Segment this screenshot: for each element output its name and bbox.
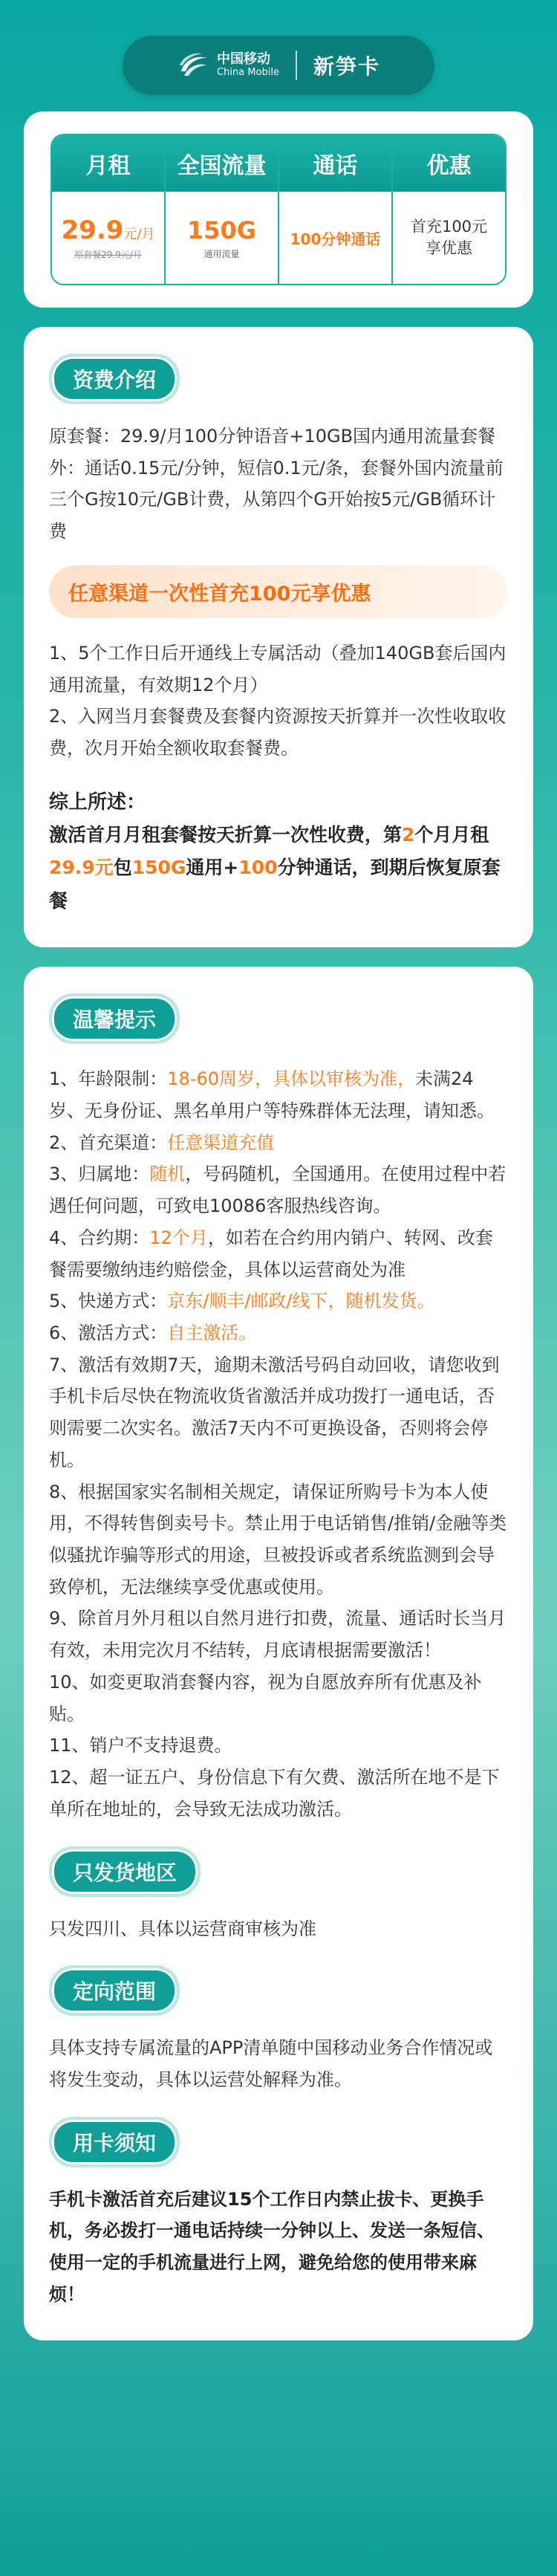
notice-text: 手机卡激活首充后建议15个工作日内禁止拔卡、更换手机，务必拨打一通电话持续一分钟以上、发送一条短信、使用一定的手机流量进行上网，避免给您的使用带来麻烦！ [49,2188,495,2305]
call-value: 100分钟通话 [290,230,381,248]
china-mobile-logo [177,49,279,82]
summary-a: 激活首月月租套餐按天折算一次性收费，第 [49,823,403,846]
flow-sub: 通用流量 [203,248,240,259]
notice-section-tag: 用卡须知 [49,2117,180,2167]
header-flow: 全国流量 [166,135,279,192]
ship-section-tag: 只发货地区 [49,1846,201,1897]
brand-name-en: China Mobile [217,66,279,78]
tip-9: 9、除首月外月租以自然月进行扣费，流量、通话时长当月有效，未用完次月不结转，月底请根据需要激活！ [49,1608,506,1661]
tip-6-b: 自主激活。 [167,1323,257,1343]
tip-3-a: 3、归属地： [49,1164,150,1185]
tip-2 [49,1127,508,1159]
tip-6-a: 6、激活方式： [49,1323,168,1343]
tip-8: 8、根据国家实名制相关规定，请保证所购号卡为本人使用，不得转售倒卖号卡。禁止用于电话销售/推销/金融等类似骚扰诈骗等形式的用途，旦被投诉或者系统监测到会导致停机，无法继续享受优惠或使用。 [49,1481,507,1597]
tip-2-a: 2、首充渠道： [49,1132,168,1153]
tip-4 [49,1222,508,1285]
tip-5-b: 京东/顺丰/邮政/线下，随机发货。 [167,1291,435,1312]
header-bonus: 优惠 [393,135,505,192]
tip-5 [49,1285,508,1317]
tip-1 [49,1063,508,1126]
fee-list [49,637,508,765]
rent-value: 29.9 [61,215,124,245]
cell-rent [52,192,166,284]
cell-flow [166,192,279,284]
fee-intro: 原套餐：29.9/月100分钟语音+10GB国内通用流量套餐外：通话0.15元/分钟，短信0.1元/条，套餐外国内流量前三个G按10元/GB计费，从第四个G开始按5元/GB循环计费 [49,426,504,542]
tip-11: 11、销户不支持退费。 [49,1735,232,1756]
flow-value: 150G [186,215,257,244]
tip-3-c: ，号码随机，全国通用。在使用过程中若遇任何问题，可致电10086客服热线咨询。 [49,1164,506,1217]
tip-4-c: ，如若在合约用内销户、转网、改套餐需要缴纳违约赔偿金，具体以运营商处为准 [49,1227,493,1280]
rent-original: 原套餐29.9元/月 [74,249,142,260]
tips-list [49,1063,508,1825]
tips-section [24,967,533,2340]
summary-d: 29.9元 [49,857,114,879]
tip-1-b: 18-60周岁，具体以审核为准， [167,1068,416,1090]
tip-7: 7、激活有效期7天，逾期未激活号码自动回收，请您收到手机卡后尽快在物流收货省激活并成功拨打一通电话，否则需要二次实名。激活7天内不可更换设备，否则将会停机。 [49,1354,500,1470]
price-table-header [52,135,505,192]
summary-f: 150G [131,857,186,879]
summary-h: 100 [238,857,278,879]
tip-1-a: 1、年龄限制： [49,1068,168,1090]
card-name: 新笋卡 [313,54,380,79]
summary-e: 包 [113,857,132,879]
tip-4-a: 4、合约期： [49,1227,150,1248]
summary-text [49,819,508,918]
tip-3-b: 随机 [149,1164,186,1185]
brand-header [123,36,434,95]
brand-name-cn: 中国移动 [217,51,271,68]
china-mobile-logo-icon [177,49,209,82]
fee-item-2: 2、入网当月套餐费及套餐内资源按天折算并一次性收取收费，次月开始全额收取套餐费。 [49,706,506,759]
tip-6 [49,1317,508,1349]
scope-section-tag: 定向范围 [49,1965,180,2016]
summary-i: 分钟通话，到期后恢复原套餐 [49,857,501,912]
fee-item-1: 1、5个工作日后开通线上专属活动（叠加140GB套后国内通用流量，有效期12个月） [49,642,506,695]
tips-section-tag: 温馨提示 [49,993,180,1044]
price-table-row [52,192,505,284]
price-table [51,134,506,285]
tip-1-c: 未满24岁、无身份证、黑名单用户等特殊群体无法理，请知悉。 [49,1068,495,1121]
tip-12: 12、超一证五户、身份信息下有欠费、激活所在地不是下单所在地址的，会导致无法成功激活。 [49,1767,500,1820]
summary-g: 通用+ [186,857,239,879]
tip-3 [49,1158,508,1222]
tip-2-b: 任意渠道充值 [167,1132,275,1153]
fee-section [24,327,533,947]
summary-b: 2 [402,823,415,846]
promo-banner: 任意渠道一次性首充100元享优惠 [49,565,508,618]
header-rent: 月租 [52,135,166,192]
cell-bonus [393,192,505,284]
bonus-line-2: 享优惠 [426,239,472,257]
tip-4-b: 12个月 [149,1227,208,1248]
tip-10: 10、如変更取消套餐内容，视为自愿放弃所有优惠及补贴。 [49,1671,482,1725]
brand-divider [296,51,297,80]
rent-unit: 元/月 [123,226,155,242]
price-card [24,111,533,308]
ship-text: 只发四川、具体以运营商审核为准 [49,1918,316,1939]
summary-title: 综上所述： [49,791,146,814]
cell-call [279,192,393,284]
tip-5-a: 5、快递方式： [49,1291,168,1312]
rent-price [62,215,155,245]
summary-c: 个月月租 [414,823,489,846]
bonus-value [411,216,487,260]
scope-text: 具体支持专属流量的APP清单随中国移动业务合作情况或将发生变动，具体以运营处解释为准。 [49,2037,493,2090]
fee-section-tag: 资费介绍 [49,354,180,404]
header-call: 通话 [279,135,393,192]
bonus-line-1: 首充100元 [410,217,488,236]
